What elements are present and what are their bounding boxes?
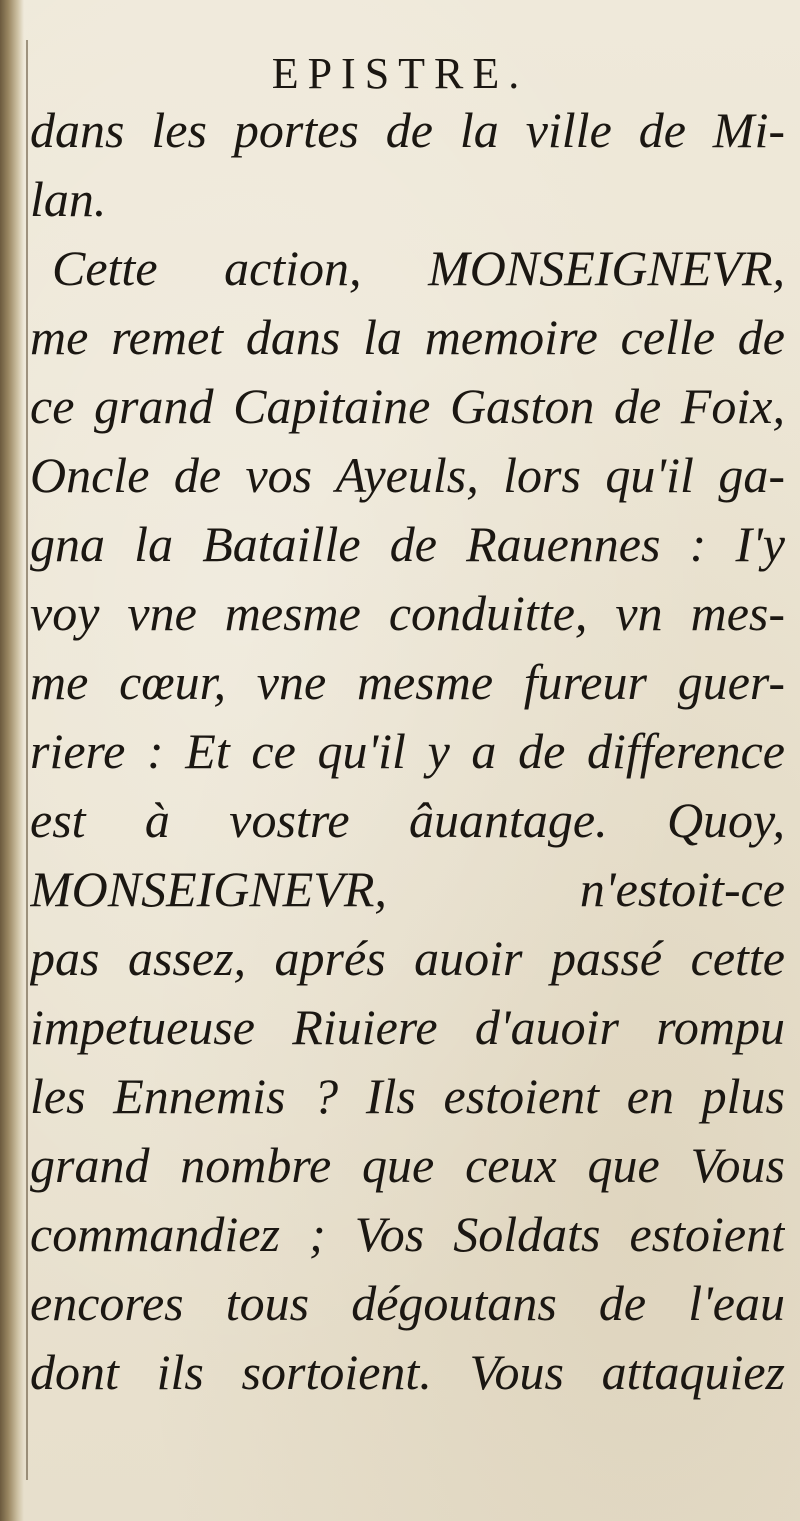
- text-line: commandiez ; Vos Soldats estoient: [30, 1206, 785, 1262]
- text-line: lan.: [30, 171, 107, 227]
- body-text: [30, 96, 785, 1407]
- text-line: les Ennemis ? Ils estoient en plus: [30, 1068, 785, 1124]
- binding-gutter: [0, 0, 24, 1521]
- text-line: MONSEIGNEVR, n'estoit-ce: [30, 861, 785, 917]
- text-line: Cette action, MONSEIGNEVR,: [52, 240, 785, 296]
- page-edge-line: [26, 40, 28, 1480]
- text-line: encores tous dégoutans de l'eau: [30, 1275, 785, 1331]
- text-line: pas assez, aprés auoir passé cette: [30, 930, 785, 986]
- text-line: est à vostre âuantage. Quoy,: [30, 792, 785, 848]
- text-line: ce grand Capitaine Gaston de Foix,: [30, 378, 785, 434]
- text-line: voy vne mesme conduitte, vn mes-: [30, 585, 785, 641]
- text-line: dans les portes de la ville de Mi-: [30, 102, 785, 158]
- text-line: me cœur, vne mesme fureur guer-: [30, 654, 785, 710]
- text-line: grand nombre que ceux que Vous: [30, 1137, 785, 1193]
- text-line: Oncle de vos Ayeuls, lors qu'il ga-: [30, 447, 785, 503]
- text-line: gna la Bataille de Rauennes : I'y: [30, 516, 785, 572]
- text-line: me remet dans la memoire celle de: [30, 309, 785, 365]
- text-line: riere : Et ce qu'il y a de difference: [30, 723, 785, 779]
- text-line: impetueuse Riuiere d'auoir rompu: [30, 999, 785, 1055]
- running-head: EPISTRE.: [271, 49, 529, 98]
- text-line: dont ils sortoient. Vous attaquiez: [30, 1344, 785, 1400]
